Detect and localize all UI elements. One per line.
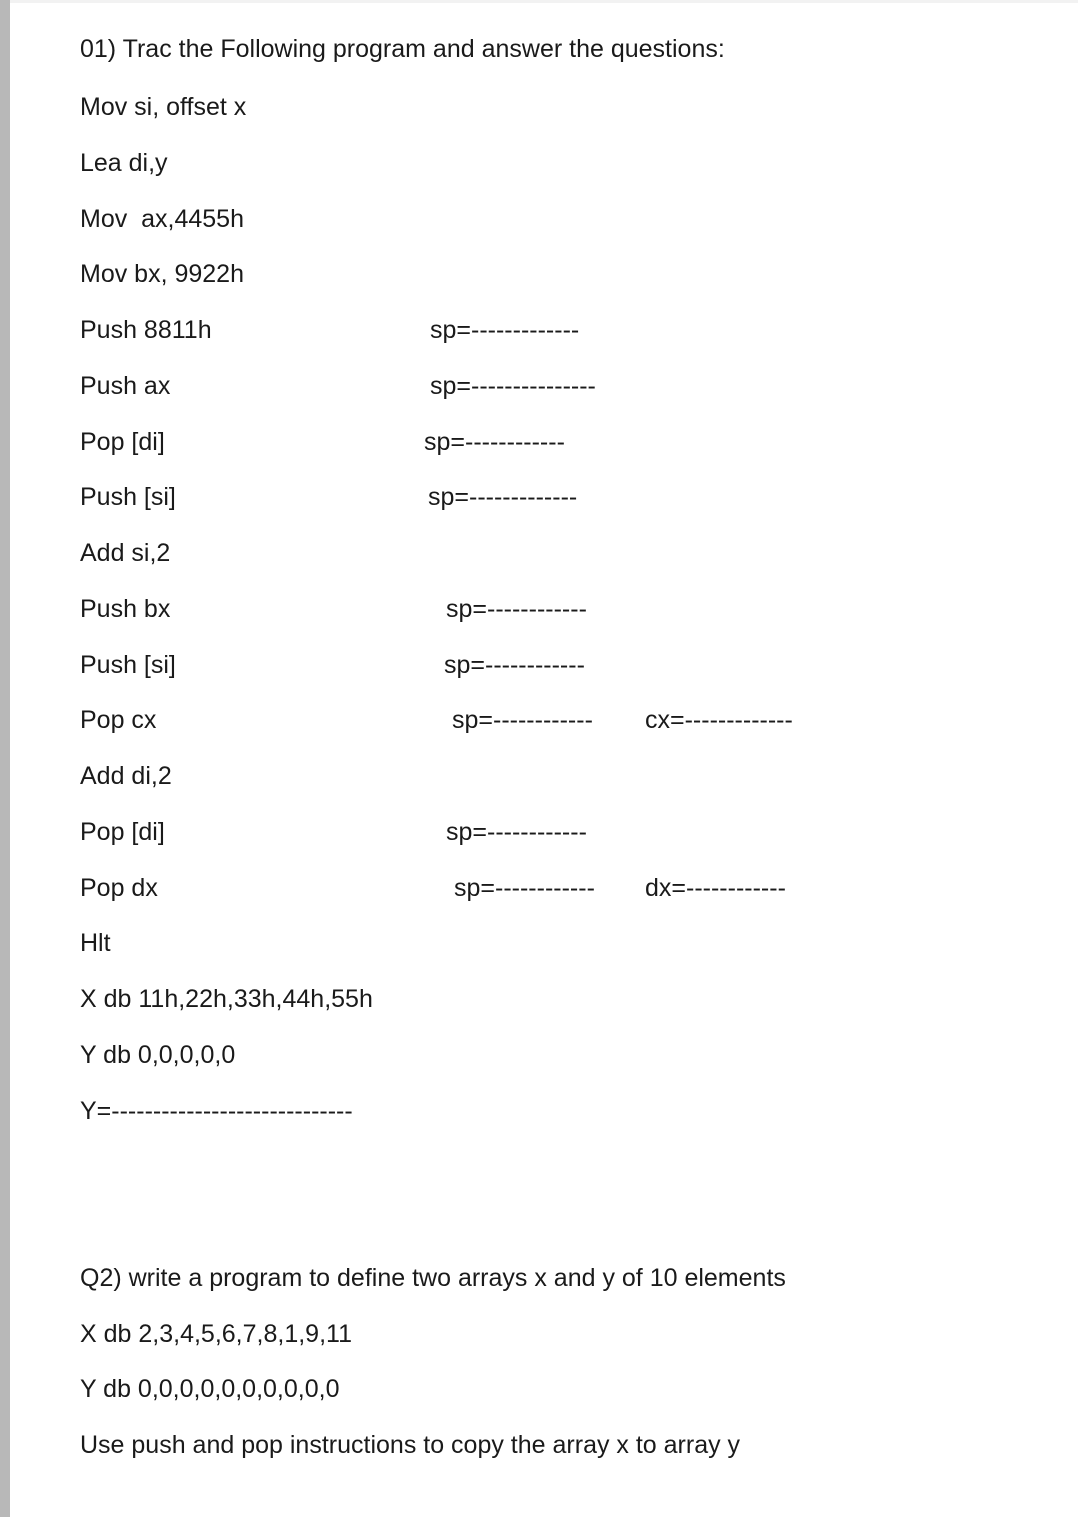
code-line: Pop [di] xyxy=(80,818,165,846)
code-line: Push [si] xyxy=(80,651,176,679)
code-line: Push bx xyxy=(80,595,171,623)
q2-heading: Q2) write a program to define two arrays x and y of 10 elements xyxy=(80,1264,786,1292)
sp-blank[interactable]: sp=------------ xyxy=(452,706,593,734)
q1-heading: 01) Trac the Following program and answer the questions: xyxy=(80,35,725,63)
sp-blank[interactable]: sp=------------ xyxy=(454,874,595,902)
code-line: Add di,2 xyxy=(80,762,172,790)
code-line: Pop dx xyxy=(80,874,158,902)
code-line: Add si,2 xyxy=(80,539,171,567)
code-line: Y db 0,0,0,0,0 xyxy=(80,1041,236,1069)
code-line: Push [si] xyxy=(80,483,176,511)
sp-blank[interactable]: sp=------------ xyxy=(424,428,565,456)
sp-blank[interactable]: sp=------------- xyxy=(428,483,578,511)
q2-line: Y db 0,0,0,0,0,0,0,0,0,0 xyxy=(80,1375,340,1403)
page-top-edge xyxy=(10,0,1078,3)
cx-blank[interactable]: cx=------------- xyxy=(645,706,793,734)
code-line: Mov bx, 9922h xyxy=(80,260,244,288)
code-line: Pop cx xyxy=(80,706,157,734)
q2-line: X db 2,3,4,5,6,7,8,1,9,11 xyxy=(80,1320,352,1348)
sp-blank[interactable]: sp=------------ xyxy=(446,818,587,846)
code-line: Mov ax,4455h xyxy=(80,205,244,233)
sp-blank[interactable]: sp=------------ xyxy=(446,595,587,623)
sp-blank[interactable]: sp=------------ xyxy=(444,651,585,679)
code-line: Push ax xyxy=(80,372,171,400)
code-line: Mov si, offset x xyxy=(80,93,247,121)
code-line: Hlt xyxy=(80,929,111,957)
page-left-border xyxy=(0,0,10,1517)
sp-blank[interactable]: sp=--------------- xyxy=(430,372,596,400)
code-line: Pop [di] xyxy=(80,428,165,456)
code-line: X db 11h,22h,33h,44h,55h xyxy=(80,985,373,1013)
q2-line: Use push and pop instructions to copy the array x to array y xyxy=(80,1431,741,1459)
code-line: Lea di,y xyxy=(80,149,168,177)
y-answer-blank[interactable]: Y=----------------------------- xyxy=(80,1097,353,1125)
sp-blank[interactable]: sp=------------- xyxy=(430,316,580,344)
dx-blank[interactable]: dx=------------ xyxy=(645,874,786,902)
code-line: Push 8811h xyxy=(80,316,212,344)
